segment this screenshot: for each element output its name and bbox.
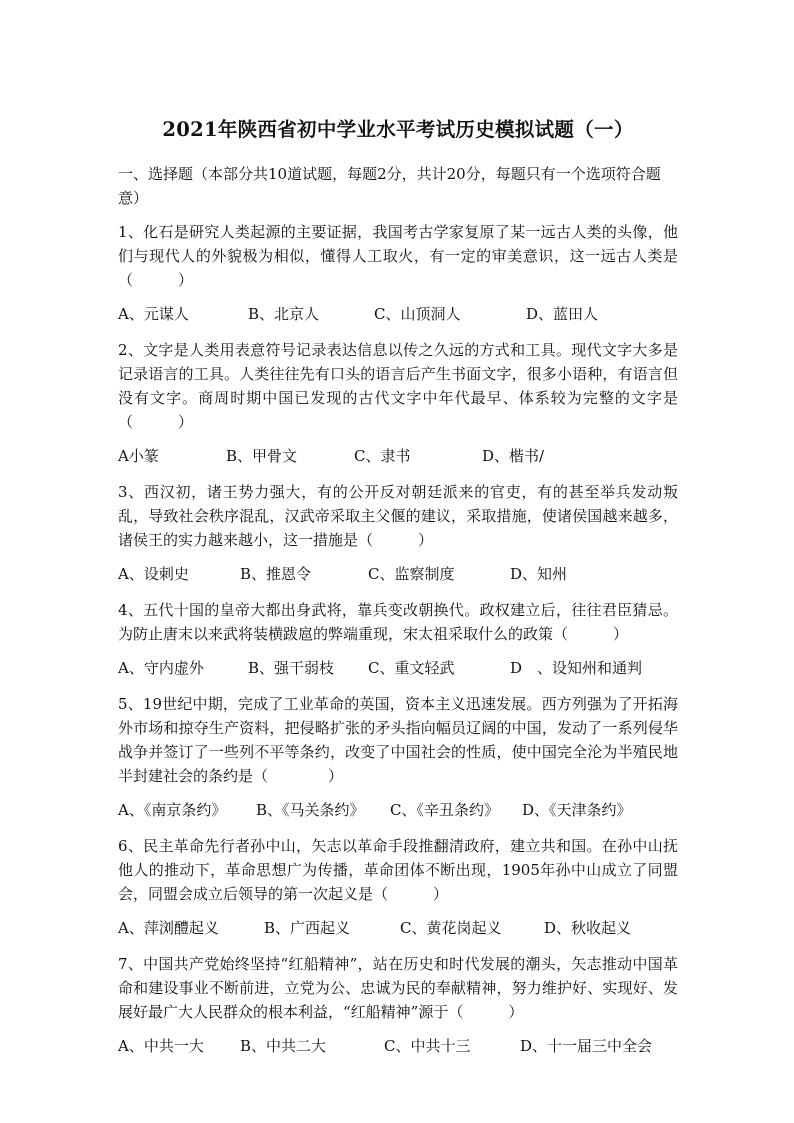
option-c: C、中共十三: [384, 1037, 471, 1055]
question-options: [118, 916, 678, 940]
option-b: B、强干弱枝: [248, 659, 335, 677]
question-2: [118, 338, 678, 468]
option-b: B、推恩令: [240, 565, 312, 583]
question-stem: 3、西汉初，诸王势力强大，有的公开反对朝廷派来的官吏，有的甚至举兵发动叛乱，导致社会秩序混乱，汉武帝采取主父偃的建议，采取措施，使诸侯国越来越多，诸侯王的实力越来越小，这一措施是（ ）: [118, 483, 678, 549]
option-d: D、楷书/: [482, 447, 545, 465]
page-title: 2021年陕西省初中学业水平考试历史模拟试题（一）: [162, 118, 634, 141]
option-c: C、《辛丑条约》: [390, 801, 499, 819]
question-stem: 7、中国共产党始终坚持“红船精神”，站在历史和时代发展的潮头，矢志推动中国革命和建设事业不断前进，立党为公、忠诚为民的奉献精神，努力维护好、实现好、发展好最广大人民群众的根本利益，“红船精神”源于（ ）: [118, 955, 678, 1021]
option-c: C、山顶洞人: [374, 305, 461, 323]
question-options: [118, 798, 678, 822]
option-c: C、隶书: [354, 447, 411, 465]
option-c: C、监察制度: [368, 565, 455, 583]
question-stem: 4、五代十国的皇帝大都出身武将，靠兵变改朝换代。政权建立后，往往君臣猜忌。为防止唐末以来武将装横跋扈的弊端重现，宋太祖采取什么的政策（ ）: [118, 601, 678, 643]
question-1: [118, 220, 678, 326]
option-c: C、重文轻武: [368, 659, 455, 677]
option-a: A、萍浏醴起义: [118, 919, 219, 937]
question-options: [118, 562, 678, 586]
option-b: B、甲骨文: [226, 447, 298, 465]
question-6: [118, 834, 678, 940]
question-stem: 1、化石是研究人类起源的主要证据，我国考古学家复原了某一远古人类的头像，他们与现代人的外貌极为相似，懂得人工取火，有一定的审美意识，这一远古人类是（ ）: [118, 223, 678, 289]
option-d: D、十一届三中全会: [520, 1037, 653, 1055]
question-stem: 6、民主革命先行者孙中山，矢志以革命手段推翻清政府，建立共和国。在孙中山抚他人的推动下，革命思想广为传播，革命团体不断出现，1905年孙中山成立了同盟会，同盟会成立后领导的第一次起义是（ ）: [118, 837, 678, 903]
question-7: [118, 952, 678, 1058]
option-a: A、中共一大: [118, 1037, 204, 1055]
option-a: A小篆: [118, 447, 159, 465]
question-3: [118, 480, 678, 586]
option-d: D、秋收起义: [544, 919, 632, 937]
option-d: D 、设知州和通判: [510, 659, 643, 677]
option-b: B、广西起义: [264, 919, 351, 937]
option-c: C、黄花岗起义: [400, 919, 502, 937]
exam-page: [118, 114, 678, 1070]
option-b: B、中共二大: [240, 1037, 327, 1055]
option-a: A、守内虚外: [118, 659, 204, 677]
question-stem: 5、19世纪中期，完成了工业革命的英国，资本主义迅速发展。西方列强为了开拓海外市场和掠夺生产资料，把侵略扩张的矛头指向幅员辽阔的中国，发动了一系列侵华战争并签订了一些列不平等条约，改变了中国社会的性质，使中国完全沦为半殖民地半封建社会的条约是（ ）: [118, 695, 678, 785]
option-d: D、知州: [510, 565, 568, 583]
option-b: B、《马关条约》: [256, 801, 365, 819]
question-stem: 2、文字是人类用表意符号记录表达信息以传之久远的方式和工具。现代文字大多是记录语言的工具。人类往往先有口头的语言后产生书面文字，很多小语种，有语言但没有文字。商周时期中国已发现的古代文字中年代最早、体系较为完整的文字是（ ）: [118, 341, 678, 431]
option-a: A、《南京条约》: [118, 801, 227, 819]
option-b: B、北京人: [248, 305, 320, 323]
option-a: A、设刺史: [118, 565, 189, 583]
question-options: [118, 444, 678, 468]
question-4: [118, 598, 678, 680]
question-options: [118, 656, 678, 680]
option-d: D、蓝田人: [526, 305, 599, 323]
question-options: [118, 1034, 678, 1058]
section-intro: 一、选择题（本部分共10道试题，每题2分，共计20分，每题只有一个选项符合题意）: [118, 165, 661, 207]
option-a: A、元谋人: [118, 305, 189, 323]
question-5: [118, 692, 678, 822]
question-options: [118, 302, 678, 326]
option-d: D、《天津条约》: [522, 801, 632, 819]
